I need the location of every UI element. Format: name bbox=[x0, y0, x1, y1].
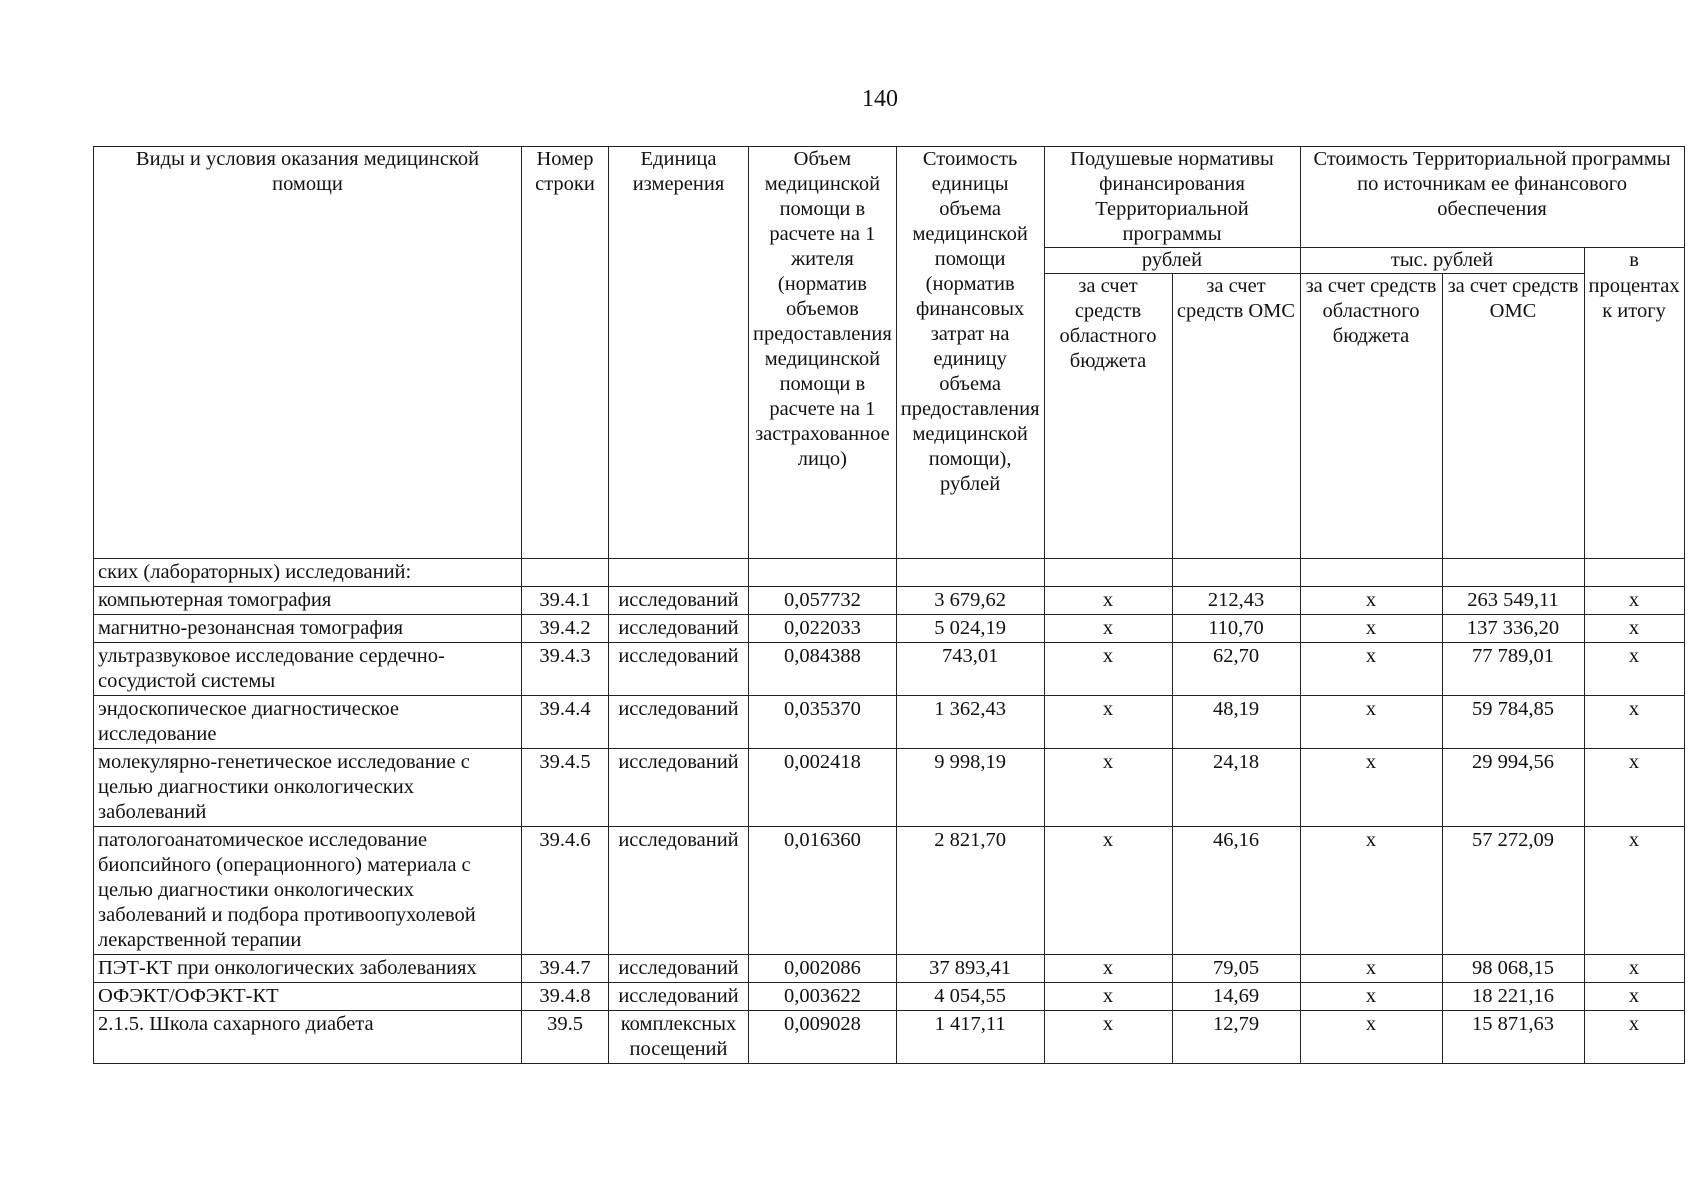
cell-percent: x bbox=[1584, 1011, 1684, 1064]
cell-unit: исследований bbox=[609, 955, 749, 983]
cell-name: компьютерная томография bbox=[94, 587, 522, 615]
cell-volume: 0,057732 bbox=[749, 587, 897, 615]
table-row bbox=[94, 1011, 1685, 1064]
cell-row-number: 39.5 bbox=[522, 1011, 609, 1064]
cell-tot-budget: x bbox=[1300, 587, 1442, 615]
cell-pc-budget bbox=[1044, 559, 1172, 587]
cell-unit-cost: 37 893,41 bbox=[896, 955, 1044, 983]
cell-percent: x bbox=[1584, 955, 1684, 983]
cell-pc-oms: 212,43 bbox=[1172, 587, 1300, 615]
cell-unit: комплексных посещений bbox=[609, 1011, 749, 1064]
cell-unit: исследований bbox=[609, 827, 749, 955]
table-row bbox=[94, 955, 1685, 983]
table-header bbox=[94, 147, 1685, 559]
header-total-cost-group: Стоимость Территориальной программы по источникам ее финансового обеспечения bbox=[1300, 147, 1684, 248]
cell-pc-oms bbox=[1172, 559, 1300, 587]
cell-row-number: 39.4.3 bbox=[522, 643, 609, 696]
cell-row-number: 39.4.7 bbox=[522, 955, 609, 983]
cell-unit-cost: 4 054,55 bbox=[896, 983, 1044, 1011]
cell-pc-budget: x bbox=[1044, 749, 1172, 827]
cell-volume bbox=[749, 559, 897, 587]
header-per-capita-unit: рублей bbox=[1044, 248, 1300, 274]
cell-row-number: 39.4.1 bbox=[522, 587, 609, 615]
table-row bbox=[94, 983, 1685, 1011]
cell-tot-oms: 15 871,63 bbox=[1442, 1011, 1584, 1064]
cell-pc-budget: x bbox=[1044, 615, 1172, 643]
cell-row-number: 39.4.8 bbox=[522, 983, 609, 1011]
cell-unit: исследований bbox=[609, 587, 749, 615]
header-volume: Объем медицинской помощи в расчете на 1 жителя (норматив объемов предоставления медицинской помощи в расчете на 1 застрахованное лицо) bbox=[749, 147, 897, 559]
cell-percent: x bbox=[1584, 827, 1684, 955]
cell-tot-oms: 59 784,85 bbox=[1442, 696, 1584, 749]
cell-row-number: 39.4.5 bbox=[522, 749, 609, 827]
cell-volume: 0,002086 bbox=[749, 955, 897, 983]
cell-volume: 0,009028 bbox=[749, 1011, 897, 1064]
header-row-number: Номер строки bbox=[522, 147, 609, 559]
cell-percent: x bbox=[1584, 696, 1684, 749]
cell-name: молекулярно-генетическое исследование с целью диагностики онкологических заболеваний bbox=[94, 749, 522, 827]
header-type: Виды и условия оказания медицинской помощи bbox=[94, 147, 522, 559]
cell-pc-budget: x bbox=[1044, 955, 1172, 983]
header-tot-oms: за счет средств ОМС bbox=[1442, 274, 1584, 559]
header-percent: процентах к итогу bbox=[1584, 274, 1684, 559]
cell-volume: 0,022033 bbox=[749, 615, 897, 643]
cell-pc-oms: 14,69 bbox=[1172, 983, 1300, 1011]
cell-tot-oms: 98 068,15 bbox=[1442, 955, 1584, 983]
table-row bbox=[94, 643, 1685, 696]
table-row bbox=[94, 559, 1685, 587]
header-unit: Единица измерения bbox=[609, 147, 749, 559]
cell-pc-oms: 62,70 bbox=[1172, 643, 1300, 696]
cell-tot-oms: 77 789,01 bbox=[1442, 643, 1584, 696]
header-pc-budget: за счет средств областного бюджета bbox=[1044, 274, 1172, 559]
cell-pc-oms: 110,70 bbox=[1172, 615, 1300, 643]
cell-unit-cost: 5 024,19 bbox=[896, 615, 1044, 643]
cell-percent: x bbox=[1584, 643, 1684, 696]
cell-unit-cost: 1 362,43 bbox=[896, 696, 1044, 749]
cell-pc-oms: 48,19 bbox=[1172, 696, 1300, 749]
header-tot-budget: за счет средств областного бюджета bbox=[1300, 274, 1442, 559]
cell-name: ультразвуковое исследование сердечно-сосудистой системы bbox=[94, 643, 522, 696]
cell-name: патологоанатомическое исследование биопсийного (операционного) материала с целью диагностики онкологических заболеваний и подбора противоопухолевой лекарственной терапии bbox=[94, 827, 522, 955]
cell-tot-oms: 137 336,20 bbox=[1442, 615, 1584, 643]
cell-unit-cost: 1 417,11 bbox=[896, 1011, 1044, 1064]
cell-unit: исследований bbox=[609, 643, 749, 696]
cell-tot-budget: x bbox=[1300, 827, 1442, 955]
cell-tot-budget: x bbox=[1300, 983, 1442, 1011]
cell-percent: x bbox=[1584, 749, 1684, 827]
table-row bbox=[94, 696, 1685, 749]
cell-unit-cost: 2 821,70 bbox=[896, 827, 1044, 955]
cell-tot-budget: x bbox=[1300, 1011, 1442, 1064]
table-row bbox=[94, 587, 1685, 615]
cell-pc-oms: 46,16 bbox=[1172, 827, 1300, 955]
cell-volume: 0,035370 bbox=[749, 696, 897, 749]
cell-name: ПЭТ-КТ при онкологических заболеваниях bbox=[94, 955, 522, 983]
cell-tot-budget: x bbox=[1300, 955, 1442, 983]
cell-percent bbox=[1584, 559, 1684, 587]
cell-row-number: 39.4.2 bbox=[522, 615, 609, 643]
cell-pc-budget: x bbox=[1044, 983, 1172, 1011]
cell-percent: x bbox=[1584, 983, 1684, 1011]
header-percent-top: в bbox=[1584, 248, 1684, 274]
cell-pc-budget: x bbox=[1044, 587, 1172, 615]
cell-name: магнитно-резонансная томография bbox=[94, 615, 522, 643]
cell-unit: исследований bbox=[609, 983, 749, 1011]
header-total-cost-unit: тыс. рублей bbox=[1300, 248, 1584, 274]
cell-unit: исследований bbox=[609, 615, 749, 643]
cell-unit-cost bbox=[896, 559, 1044, 587]
table-row bbox=[94, 749, 1685, 827]
cell-unit: исследований bbox=[609, 749, 749, 827]
cell-tot-oms: 263 549,11 bbox=[1442, 587, 1584, 615]
cell-name: ОФЭКТ/ОФЭКТ-КТ bbox=[94, 983, 522, 1011]
cell-volume: 0,002418 bbox=[749, 749, 897, 827]
cell-unit-cost: 3 679,62 bbox=[896, 587, 1044, 615]
cell-row-number: 39.4.6 bbox=[522, 827, 609, 955]
table-body bbox=[94, 559, 1685, 1064]
cell-row-number: 39.4.4 bbox=[522, 696, 609, 749]
cell-pc-oms: 12,79 bbox=[1172, 1011, 1300, 1064]
cell-tot-budget: x bbox=[1300, 749, 1442, 827]
cell-tot-budget bbox=[1300, 559, 1442, 587]
cell-tot-oms bbox=[1442, 559, 1584, 587]
table-row bbox=[94, 615, 1685, 643]
cell-pc-budget: x bbox=[1044, 827, 1172, 955]
cell-pc-budget: x bbox=[1044, 1011, 1172, 1064]
cell-unit-cost: 9 998,19 bbox=[896, 749, 1044, 827]
table-row bbox=[94, 827, 1685, 955]
cell-name: ских (лабораторных) исследований: bbox=[94, 559, 522, 587]
cell-name: 2.1.5. Школа сахарного диабета bbox=[94, 1011, 522, 1064]
header-unit-cost: Стоимость единицы объема медицинской помощи (норматив финансовых затрат на единицу объема предоставления медицинской помощи), рублей bbox=[896, 147, 1044, 559]
cell-tot-budget: x bbox=[1300, 643, 1442, 696]
cell-tot-oms: 57 272,09 bbox=[1442, 827, 1584, 955]
cell-volume: 0,003622 bbox=[749, 983, 897, 1011]
cell-name: эндоскопическое диагностическое исследование bbox=[94, 696, 522, 749]
cell-tot-budget: x bbox=[1300, 696, 1442, 749]
financing-table bbox=[93, 146, 1685, 1064]
cell-pc-budget: x bbox=[1044, 696, 1172, 749]
cell-volume: 0,084388 bbox=[749, 643, 897, 696]
cell-tot-oms: 29 994,56 bbox=[1442, 749, 1584, 827]
cell-pc-budget: x bbox=[1044, 643, 1172, 696]
page-number: 140 bbox=[862, 86, 898, 112]
cell-percent: x bbox=[1584, 587, 1684, 615]
cell-percent: x bbox=[1584, 615, 1684, 643]
cell-unit bbox=[609, 559, 749, 587]
cell-row-number bbox=[522, 559, 609, 587]
cell-unit-cost: 743,01 bbox=[896, 643, 1044, 696]
cell-tot-oms: 18 221,16 bbox=[1442, 983, 1584, 1011]
header-per-capita-group: Подушевые нормативы финансирования Территориальной программы bbox=[1044, 147, 1300, 248]
cell-pc-oms: 24,18 bbox=[1172, 749, 1300, 827]
header-pc-oms: за счет средств ОМС bbox=[1172, 274, 1300, 559]
cell-pc-oms: 79,05 bbox=[1172, 955, 1300, 983]
cell-unit: исследований bbox=[609, 696, 749, 749]
cell-volume: 0,016360 bbox=[749, 827, 897, 955]
cell-tot-budget: x bbox=[1300, 615, 1442, 643]
